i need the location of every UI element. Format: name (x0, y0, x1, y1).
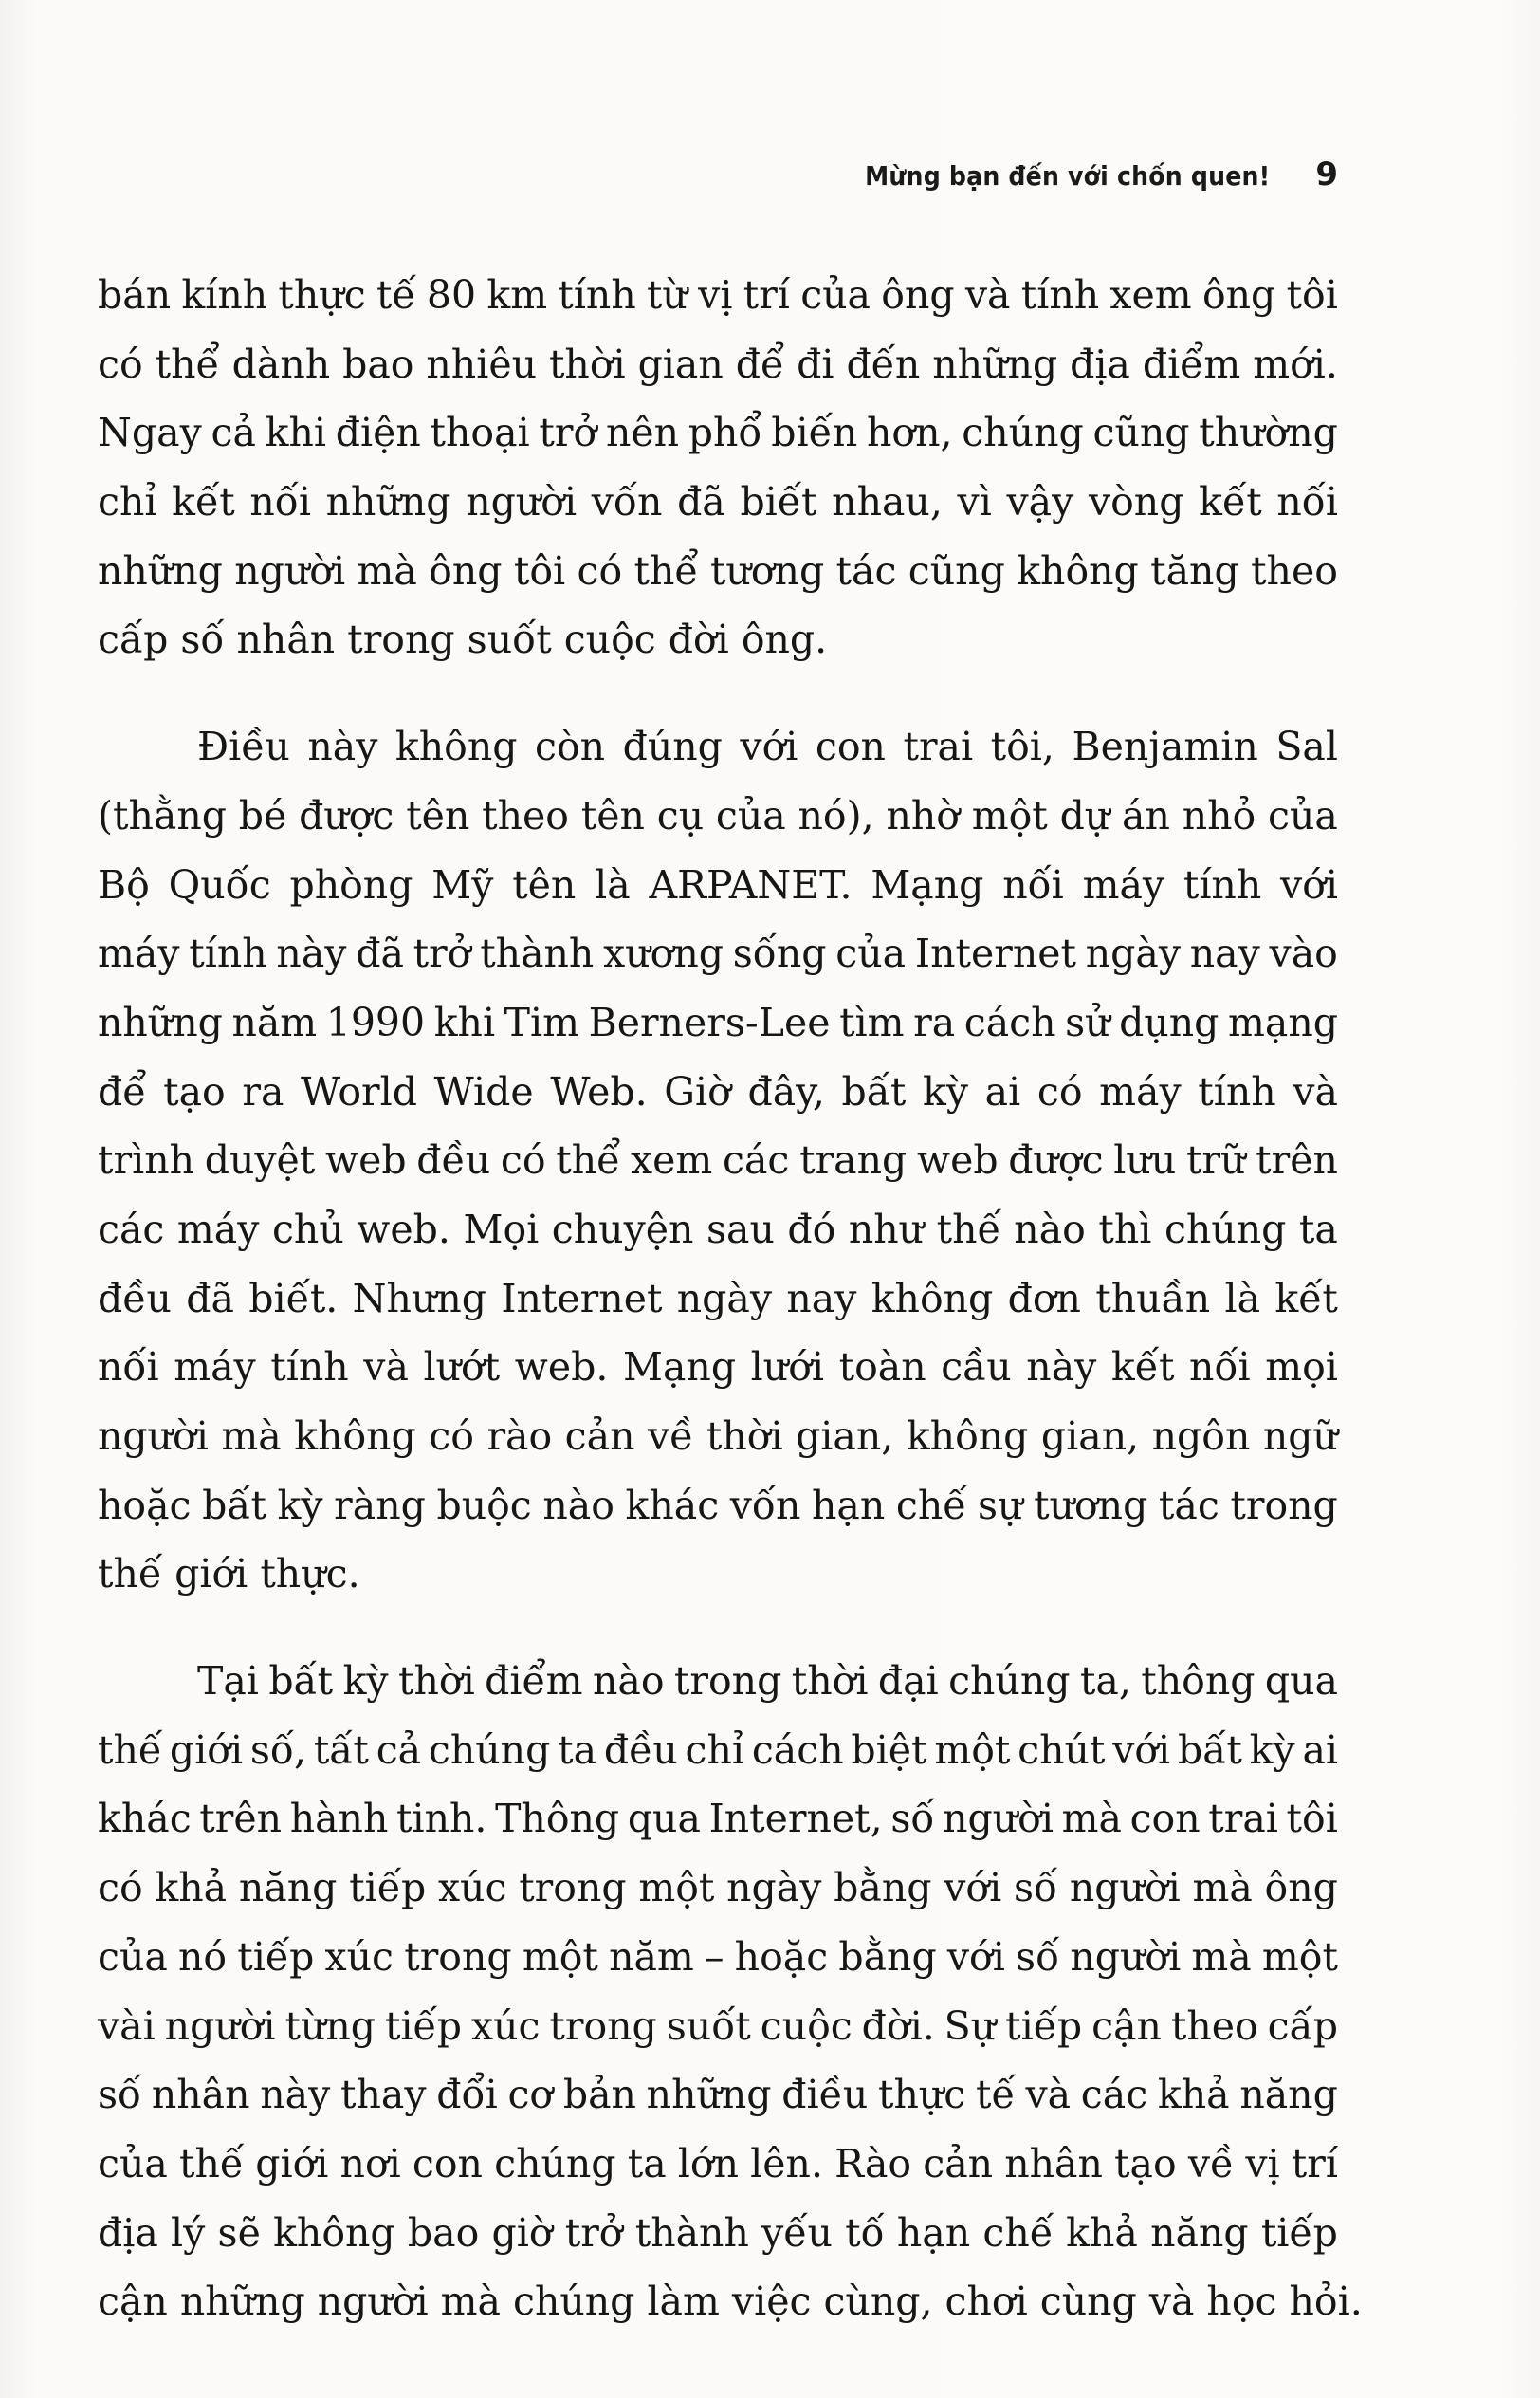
page-header (865, 156, 1338, 194)
paragraph (98, 1647, 1363, 2336)
text-line: Bộ Quốc phòng Mỹ tên là ARPANET. Mạng nối máy tính với (98, 861, 1338, 908)
body-text (98, 261, 1363, 2336)
text-line: Tại bất kỳ thời điểm nào trong thời đại chúng ta, thông qua (197, 1658, 1338, 1705)
text-line: các máy chủ web. Mọi chuyện sau đó như thế nào thì chúng ta (98, 1206, 1338, 1252)
text-line: nối máy tính và lướt web. Mạng lưới toàn cầu này kết nối mọi (98, 1344, 1338, 1391)
text-line: có thể dành bao nhiêu thời gian để đi đến những địa điểm mới. (98, 341, 1338, 387)
text-line: địa lý sẽ không bao giờ trở thành yếu tố hạn chế khả năng tiếp (98, 2209, 1338, 2256)
paragraph-gap (98, 674, 1338, 712)
text-line: đều đã biết. Nhưng Internet ngày nay không đơn thuần là kết (98, 1275, 1338, 1321)
text-line: cấp số nhân trong suốt cuộc đời ông. (98, 617, 828, 663)
text-line: thế giới thực. (98, 1551, 360, 1597)
paragraph (98, 712, 1338, 1609)
text-line: Ngay cả khi điện thoại trở nên phổ biến hơn, chúng cũng thường (98, 410, 1338, 456)
text-line: hoặc bất kỳ ràng buộc nào khác vốn hạn chế sự tương tác trong (98, 1482, 1338, 1528)
paragraph-gap (98, 1609, 1338, 1647)
text-line: để tạo ra World Wide Web. Giờ đây, bất kỳ ai có máy tính và (98, 1068, 1338, 1115)
text-line: của nó tiếp xúc trong một năm – hoặc bằng với số người mà một (98, 1933, 1338, 1980)
text-line: thế giới số, tất cả chúng ta đều chỉ cách biệt một chút với bất kỳ ai (98, 1726, 1338, 1773)
text-line: trình duyệt web đều có thể xem các trang web được lưu trữ trên (98, 1137, 1338, 1184)
text-line: những người mà ông tôi có thể tương tác cũng không tăng theo (98, 547, 1338, 594)
text-line: số nhân này thay đổi cơ bản những điều thực tế và các khả năng (98, 2072, 1338, 2118)
text-line: cận những người mà chúng làm việc cùng, chơi cùng và học hỏi. (98, 2278, 1363, 2325)
text-line: Điều này không còn đúng với con trai tôi, Benjamin Sal (197, 724, 1338, 770)
text-line: bán kính thực tế 80 km tính từ vị trí của ông và tính xem ông tôi (98, 272, 1338, 318)
text-line: khác trên hành tinh. Thông qua Internet, số người mà con trai tôi (98, 1796, 1338, 1842)
text-line: chỉ kết nối những người vốn đã biết nhau, vì vậy vòng kết nối (98, 479, 1338, 526)
text-line: vài người từng tiếp xúc trong suốt cuộc đời. Sự tiếp cận theo cấp (98, 2002, 1338, 2049)
text-line: (thằng bé được tên theo tên cụ của nó), nhờ một dự án nhỏ của (98, 792, 1338, 839)
page-number: 9 (1315, 156, 1338, 194)
text-line: máy tính này đã trở thành xương sống của Internet ngày nay vào (98, 931, 1338, 977)
running-head: Mừng bạn đến với chốn quen! (865, 160, 1271, 192)
text-line: của thế giới nơi con chúng ta lớn lên. Rào cản nhân tạo về vị trí (98, 2140, 1338, 2186)
text-line: người mà không có rào cản về thời gian, không gian, ngôn ngữ (98, 1413, 1338, 1459)
text-line: có khả năng tiếp xúc trong một ngày bằng với số người mà ông (98, 1865, 1338, 1911)
text-line: những năm 1990 khi Tim Berners-Lee tìm ra cách sử dụng mạng (98, 999, 1338, 1045)
paragraph (98, 261, 1338, 674)
